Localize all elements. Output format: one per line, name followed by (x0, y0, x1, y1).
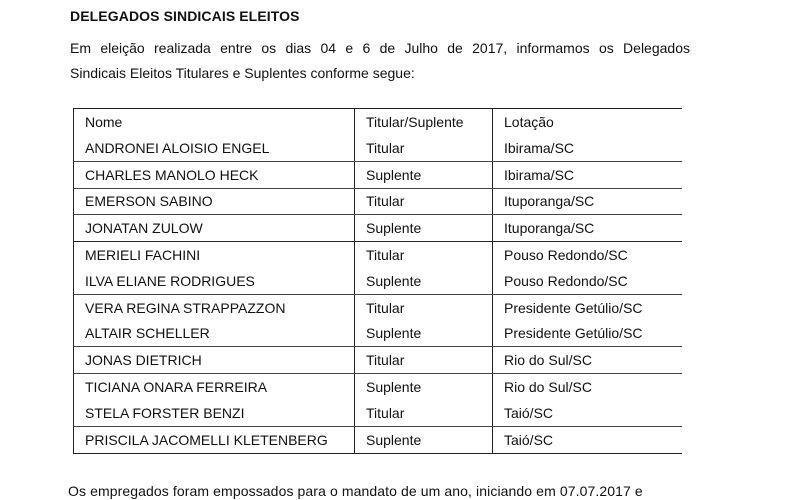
table-row (74, 268, 683, 294)
cell-role: Titular (355, 242, 493, 268)
table-row (74, 161, 683, 188)
cell-location: Ituporanga/SC (493, 215, 683, 242)
cell-name: ALTAIR SCHELLER (74, 321, 355, 347)
intro-line-1: Em eleição realizada entre os dias 04 e 6 de Julho de 2017, informamos os Delegados (70, 40, 690, 56)
cell-location: Ituporanga/SC (493, 188, 683, 215)
cell-location: Ibirama/SC (493, 161, 683, 188)
cell-name: PRISCILA JACOMELLI KLETENBERG (74, 426, 355, 453)
cell-location: Presidente Getúlio/SC (504, 299, 643, 316)
table-row (74, 400, 683, 426)
table-row (74, 347, 683, 374)
closing-paragraph: Os empregados foram empossados para o mandato de um ano, iniciando em 07.07.2017 e (68, 483, 643, 499)
cell-location: Taió/SC (493, 400, 683, 426)
cell-name: EMERSON SABINO (74, 188, 355, 215)
cell-name: VERA REGINA STRAPPAZZON (74, 294, 355, 320)
cell-role: Titular (355, 188, 493, 215)
cell-role: Titular (355, 347, 493, 374)
delegates-table (73, 108, 682, 454)
cell-name: JONATAN ZULOW (74, 215, 355, 242)
cell-role: Suplente (355, 321, 493, 347)
table-row (74, 188, 683, 215)
cell-role: Titular (355, 400, 493, 426)
cell-location: Rio do Sul/SC (493, 347, 683, 374)
table-row (74, 374, 683, 400)
cell-location: Taió/SC (493, 426, 683, 453)
cell-name: TICIANA ONARA FERREIRA (74, 374, 355, 400)
cell-name: ILVA ELIANE RODRIGUES (74, 268, 355, 294)
header-lotacao: Lotação (493, 109, 683, 136)
cell-role: Titular (355, 135, 493, 161)
table-header-row (74, 109, 683, 136)
cell-location: Pouso Redondo/SC (504, 247, 628, 264)
cell-role: Suplente (355, 161, 493, 188)
cell-name: MERIELI FACHINI (74, 242, 355, 268)
table-row (74, 215, 683, 242)
table-row (74, 426, 683, 453)
table-row (74, 135, 683, 161)
header-nome: Nome (74, 109, 355, 136)
document-title: DELEGADOS SINDICAIS ELEITOS (70, 8, 300, 24)
cell-name: STELA FORSTER BENZI (74, 400, 355, 426)
intro-paragraph (70, 36, 690, 86)
cell-role: Suplente (355, 215, 493, 242)
table-row (74, 321, 683, 347)
cell-role: Suplente (355, 374, 493, 400)
table-row (74, 294, 683, 320)
cell-location: Pouso Redondo/SC (493, 268, 683, 294)
cell-role: Titular (355, 294, 493, 320)
cell-name: JONAS DIETRICH (74, 347, 355, 374)
cell-role: Suplente (355, 426, 493, 453)
intro-line-2: Sindicais Eleitos Titulares e Suplentes conforme segue: (70, 65, 415, 81)
cell-role: Suplente (355, 268, 493, 294)
table-row (74, 242, 683, 268)
cell-name: ANDRONEI ALOISIO ENGEL (74, 135, 355, 161)
header-titular-suplente: Titular/Suplente (355, 109, 493, 136)
cell-location: Presidente Getúlio/SC (493, 321, 683, 347)
cell-location: Rio do Sul/SC (504, 379, 592, 396)
cell-name: CHARLES MANOLO HECK (74, 161, 355, 188)
cell-location: Ibirama/SC (493, 135, 683, 161)
